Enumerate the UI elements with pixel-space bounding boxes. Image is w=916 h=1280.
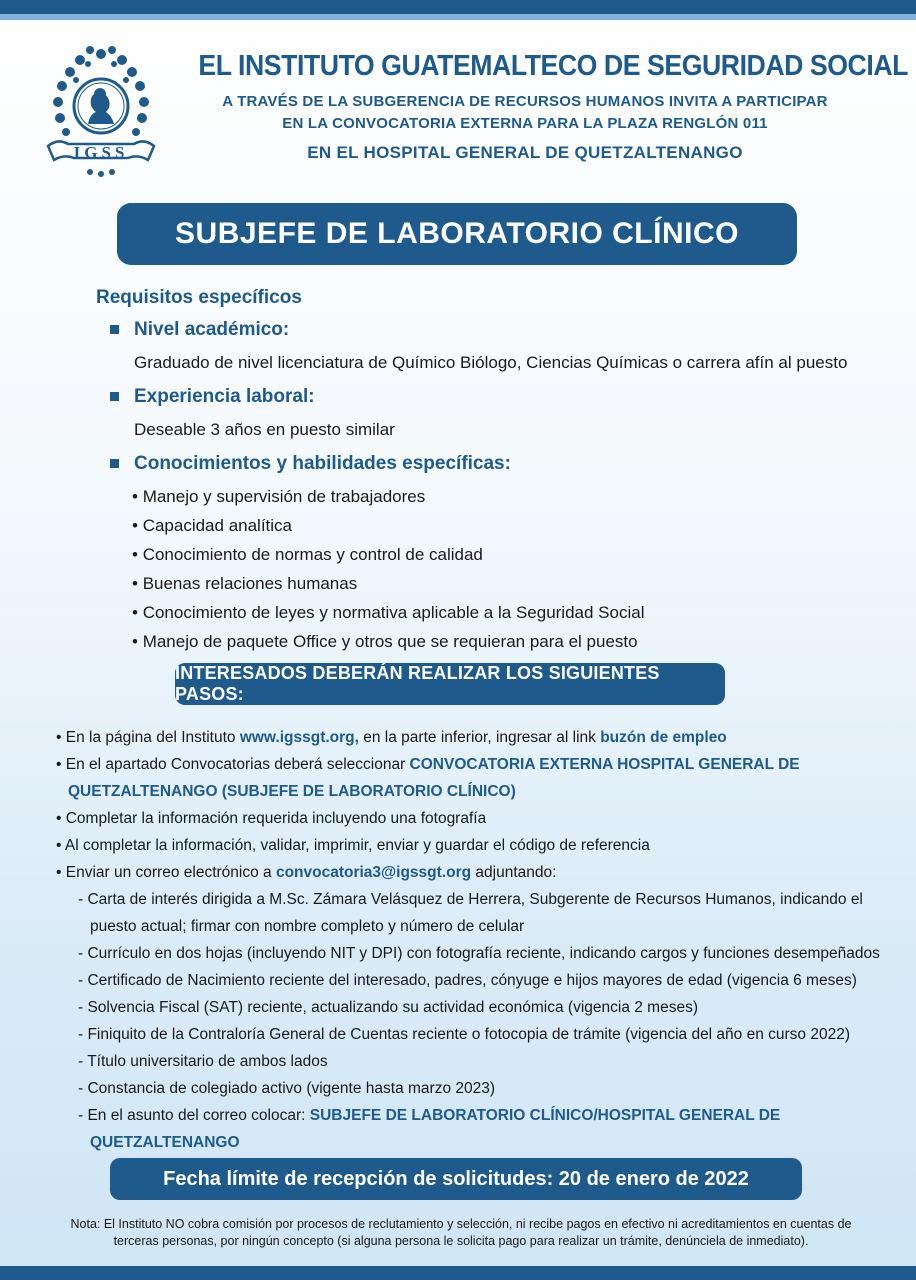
list-item: • Manejo y supervisión de trabajadores <box>132 482 870 511</box>
skills-list <box>110 482 870 656</box>
email-link[interactable]: convocatoria3@igssgt.org <box>275 864 472 881</box>
requirement-text: Deseable 3 años en puesto similar <box>134 420 395 439</box>
requirements-list <box>110 316 870 656</box>
svg-text:IGSS: IGSS <box>73 143 129 162</box>
bottom-border <box>0 1266 916 1280</box>
requirement-experience <box>110 383 870 411</box>
requirement-label: Nivel académico: <box>134 319 290 340</box>
convocatoria-name: CONVOCATORIA EXTERNA HOSPITAL GENERAL DE QUETZALTENANGO (SUBJEFE DE LABORATORIO CLÍNICO) <box>68 756 800 800</box>
steps-title: INTERESADOS DEBERÁN REALIZAR LOS SIGUIENTES PASOS: <box>175 663 660 704</box>
step-item: • Completar la información requerida incluyendo una fotografía <box>56 805 886 832</box>
attachments-list <box>56 886 886 1156</box>
disclaimer-note: Nota: El Instituto NO cobra comisión por procesos de reclutamiento y selección, ni recibe pagos en efectivo ni acreditamientos en cuentas de terceras personas, por ningún concepto (si alguna persona le solicita pago para realizar un trámite, denúnciela de inmediato). <box>70 1217 852 1248</box>
step-item: • Enviar un correo electrónico a convocatoria3@igssgt.org adjuntando: <box>56 859 886 886</box>
header <box>170 50 908 163</box>
steps-banner <box>175 663 725 705</box>
requirements-title: Requisitos específicos <box>96 287 302 308</box>
requirement-text: Graduado de nivel licenciatura de Químico Biólogo, Ciencias Químicas o carrera afín al puesto <box>134 353 848 372</box>
position-title-banner <box>117 203 797 265</box>
subtitle-line1: A TRAVÉS DE LA SUBGERENCIA DE RECURSOS HUMANOS INVITA A PARTICIPAR <box>222 93 828 110</box>
square-bullet-icon <box>110 459 119 468</box>
igss-logo <box>40 40 162 180</box>
hospital-name: EN EL HOSPITAL GENERAL DE QUETZALTENANGO <box>307 143 743 162</box>
steps-list <box>56 724 886 1156</box>
list-item: • Capacidad analítica <box>132 511 870 540</box>
deadline-text: Fecha límite de recepción de solicitudes: 20 de enero de 2022 <box>163 1167 749 1190</box>
attachment-item: - Constancia de colegiado activo (vigente hasta marzo 2023) <box>78 1075 886 1102</box>
square-bullet-icon <box>110 392 119 401</box>
requirement-skills <box>110 450 870 478</box>
subtitle-line2: EN LA CONVOCATORIA EXTERNA PARA LA PLAZA RENGLÓN 011 <box>282 115 768 132</box>
top-border <box>0 0 916 14</box>
attachment-item: - Carta de interés dirigida a M.Sc. Zámara Velásquez de Herrera, Subgerente de Recursos Humanos, indicando el puesto actual; firmar con nombre completo y número de celular <box>78 886 886 940</box>
square-bullet-icon <box>110 325 119 334</box>
step-item: • En el apartado Convocatorias deberá seleccionar CONVOCATORIA EXTERNA HOSPITAL GENERAL DE QUETZALTENANGO (SUBJEFE DE LABORATORIO CLÍNICO) <box>56 751 886 805</box>
job-mailbox-link[interactable]: buzón de empleo <box>600 729 727 746</box>
institute-title: EL INSTITUTO GUATEMALTECO DE SEGURIDAD SOCIAL <box>198 50 908 82</box>
attachment-item: - Título universitario de ambos lados <box>78 1048 886 1075</box>
list-item: • Conocimiento de leyes y normativa aplicable a la Seguridad Social <box>132 598 870 627</box>
attachment-item: - Solvencia Fiscal (SAT) reciente, actualizando su actividad económica (vigencia 2 meses) <box>78 994 886 1021</box>
list-item: • Conocimiento de normas y control de calidad <box>132 540 870 569</box>
requirement-academic <box>110 316 870 344</box>
website-link[interactable]: www.igssgt.org, <box>239 729 359 746</box>
deadline-banner <box>110 1158 802 1200</box>
email-subject: SUBJEFE DE LABORATORIO CLÍNICO/HOSPITAL GENERAL DE QUETZALTENANGO <box>90 1107 781 1151</box>
position-title: SUBJEFE DE LABORATORIO CLÍNICO <box>175 217 739 250</box>
requirement-label: Experiencia laboral: <box>134 386 315 407</box>
step-item: • Al completar la información, validar, imprimir, enviar y guardar el código de referencia <box>56 832 886 859</box>
list-item: • Buenas relaciones humanas <box>132 569 870 598</box>
attachment-item: - Finiquito de la Contraloría General de Cuentas reciente o fotocopia de trámite (vigencia del año en curso 2022) <box>78 1021 886 1048</box>
attachment-item: - Currículo en dos hojas (incluyendo NIT y DPI) con fotografía reciente, indicando cargos y funciones desempeñados <box>78 940 886 967</box>
list-item: • Manejo de paquete Office y otros que se requieran para el puesto <box>132 627 870 656</box>
attachment-item: - En el asunto del correo colocar: SUBJEFE DE LABORATORIO CLÍNICO/HOSPITAL GENERAL DE QUETZALTENANGO <box>78 1102 886 1156</box>
requirement-label: Conocimientos y habilidades específicas: <box>134 453 511 474</box>
top-border-light <box>0 14 916 20</box>
attachment-item: - Certificado de Nacimiento reciente del interesado, padres, cónyuge e hijos mayores de edad (vigencia 6 meses) <box>78 967 886 994</box>
step-item: • En la página del Instituto www.igssgt.org, en la parte inferior, ingresar al link buzón de empleo <box>56 724 886 751</box>
